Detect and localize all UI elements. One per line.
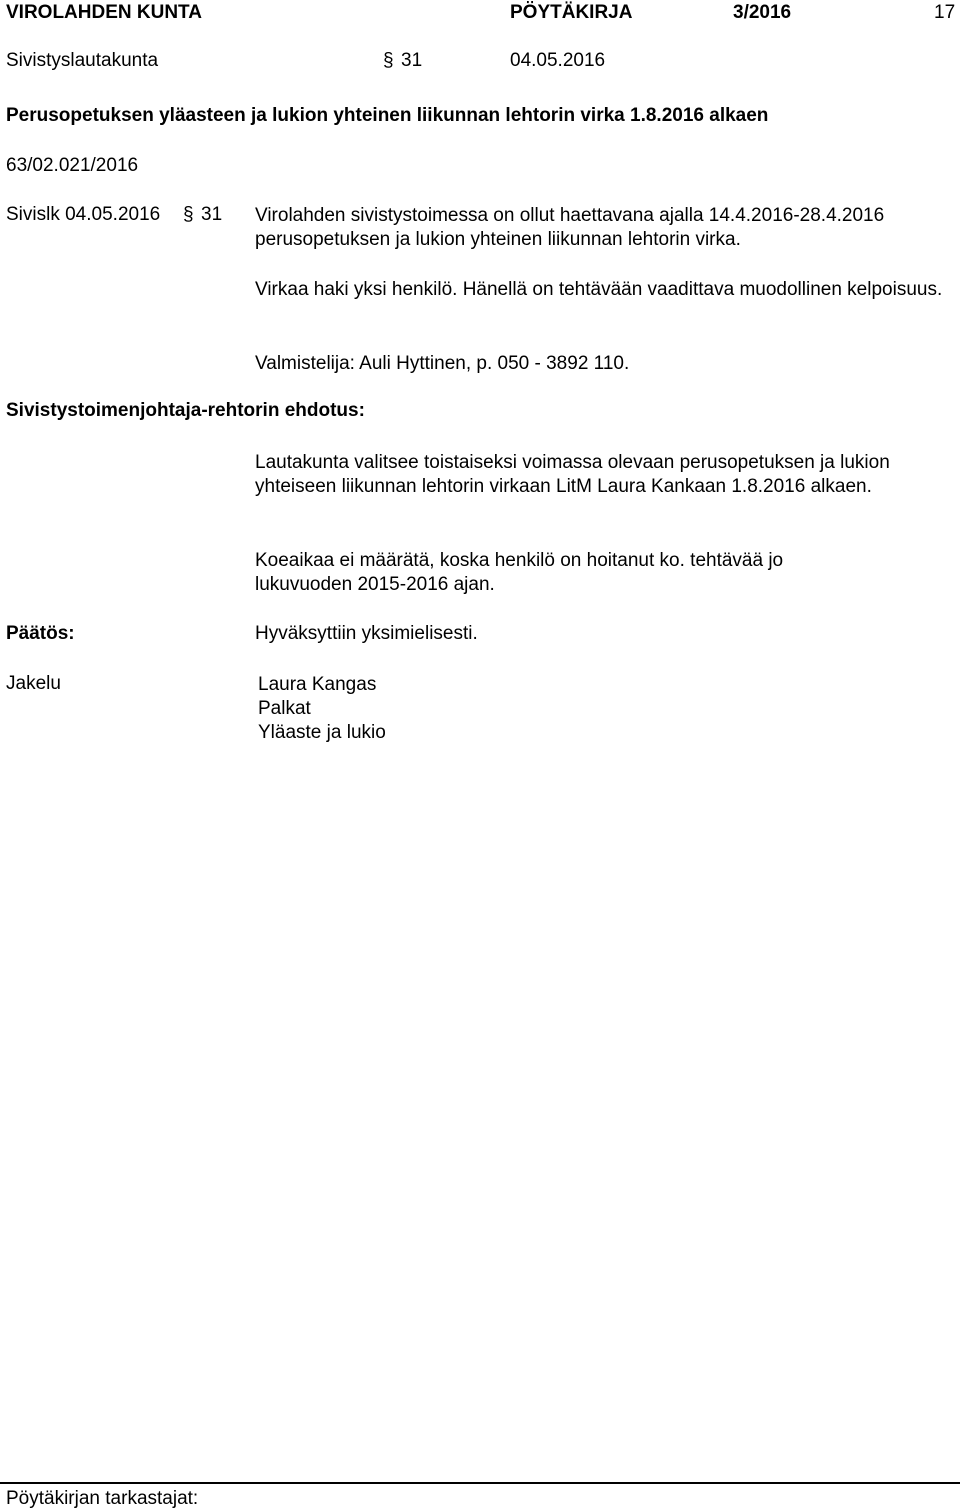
paragraph-preparer: Valmistelija: Auli Hyttinen, p. 050 - 3892 110.	[255, 353, 630, 374]
meeting-date: 04.05.2016	[510, 50, 606, 71]
distribution-item: Yläaste ja lukio	[258, 722, 386, 743]
decision-text: Hyväksyttiin yksimielisesti.	[255, 623, 478, 644]
document-type: PÖYTÄKIRJA	[510, 2, 633, 23]
distribution-label: Jakelu	[6, 673, 61, 694]
prior-reference-section: 31	[201, 204, 223, 225]
board-name: Sivistyslautakunta	[6, 50, 159, 71]
item-title: Perusopetuksen yläasteen ja lukion yhteinen liikunnan lehtorin virka 1.8.2016 alkaen	[6, 105, 769, 126]
footer-divider	[0, 1482, 960, 1484]
distribution-item: Laura Kangas	[258, 674, 377, 695]
proposal-label: Sivistystoimenjohtaja-rehtorin ehdotus:	[6, 400, 365, 421]
proposal-paragraph-2: Koeaikaa ei määrätä, koska henkilö on hoitanut ko. tehtävää jo lukuvuoden 2015-2016 ajan.	[255, 550, 784, 595]
section-number: 31	[401, 50, 423, 71]
prior-reference-label: Sivislk 04.05.2016	[6, 204, 161, 225]
proposal-paragraph-1: Lautakunta valitsee toistaiseksi voimassa olevaan perusopetuksen ja lukion yhteiseen liikunnan lehtorin virkaan LitM Laura Kankaan 1.8.2016 alkaen.	[255, 452, 890, 497]
distribution-item: Palkat	[258, 698, 311, 719]
decision-label: Päätös:	[6, 623, 75, 644]
prior-reference-section-sign: §	[183, 204, 194, 225]
organization-name: VIROLAHDEN KUNTA	[6, 2, 202, 23]
page-number: 17	[934, 2, 956, 23]
paragraph-applicants: Virkaa haki yksi henkilö. Hänellä on tehtävään vaadittava muodollinen kelpoisuus.	[255, 279, 943, 300]
paragraph-vacancy: Virolahden sivistystoimessa on ollut haettavana ajalla 14.4.2016-28.4.2016 perusopetuksen ja lukion yhteinen liikunnan lehtorin virka.	[255, 205, 885, 250]
section-sign: §	[383, 50, 394, 71]
document-number: 3/2016	[733, 2, 792, 23]
diary-number: 63/02.021/2016	[6, 155, 139, 176]
reviewers-label: Pöytäkirjan tarkastajat:	[6, 1488, 199, 1509]
distribution-list	[258, 673, 386, 745]
